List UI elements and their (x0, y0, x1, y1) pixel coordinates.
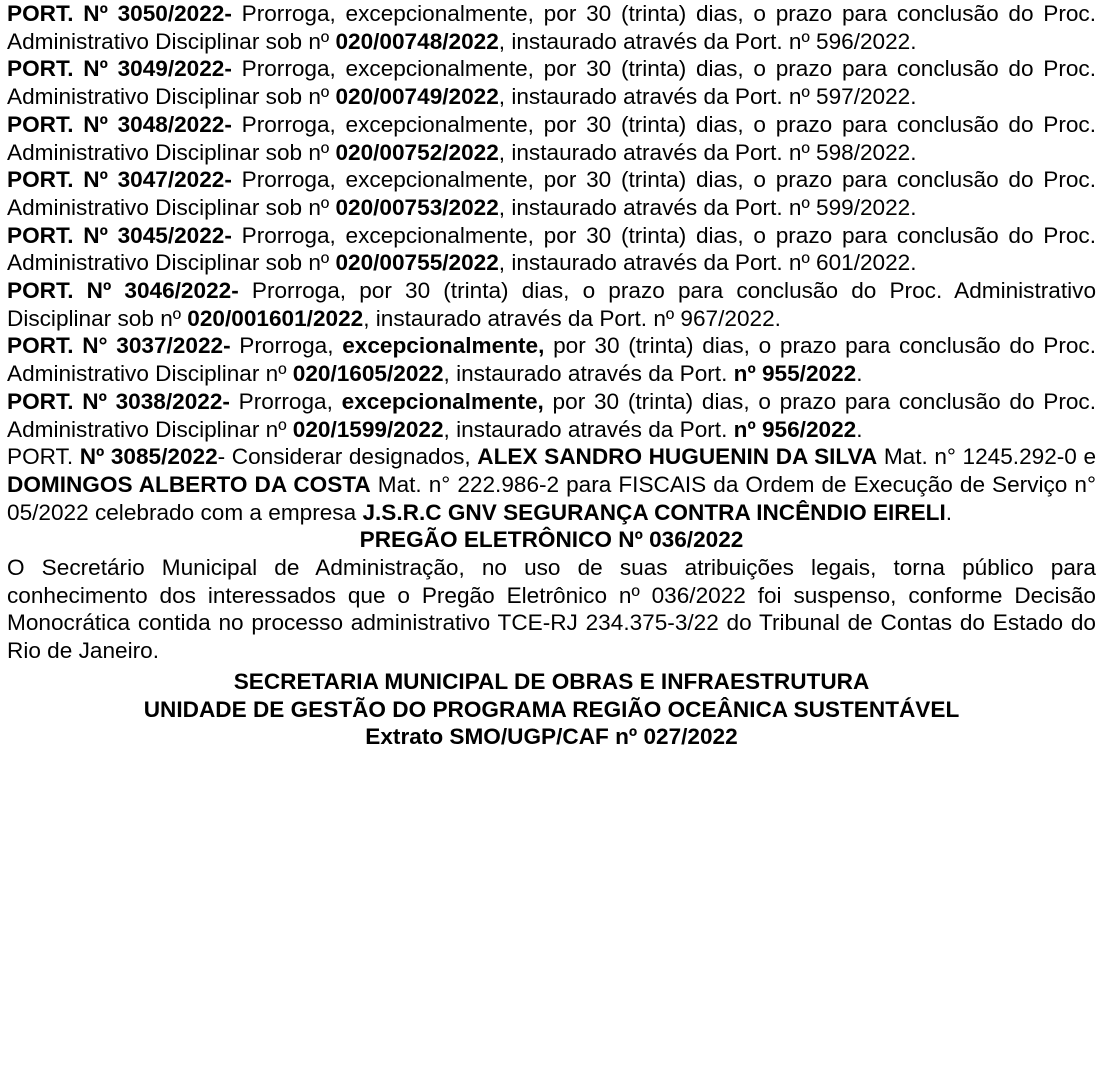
portaria-number: PORT. Nº 3046/2022- (7, 278, 239, 304)
portaria-text: Prorroga, excepcionalmente, por 30 (trinta) dias, o prazo para conclusão do Proc. Administrativo Disciplinar sob nº (7, 167, 1096, 220)
document-page (7, 0, 1096, 751)
portaria-prefix: PORT. (7, 444, 80, 470)
process-number: 020/00749/2022 (335, 84, 499, 110)
portaria-number: PORT. Nº 3050/2022- (7, 1, 232, 26)
portaria-3085 (7, 443, 1096, 526)
portaria-3037 (7, 332, 1096, 387)
portaria-number: PORT. Nº 3048/2022- (7, 111, 232, 137)
portaria-text: por 30 (trinta) dias, o prazo para conclusão do Proc. Administrativo Disciplinar nº (7, 333, 1096, 387)
portaria-3047 (7, 166, 1096, 221)
portaria-number: PORT. N° 3037/2022- (7, 333, 231, 359)
process-number: 020/00755/2022 (335, 250, 499, 276)
process-number: 020/1605/2022 (292, 361, 444, 387)
portaria-text: , instaurado através da Port. (443, 416, 734, 442)
portaria-text-end: . (945, 499, 953, 525)
portaria-text: - Considerar designados, (217, 444, 478, 470)
portaria-3048 (7, 111, 1096, 166)
portaria-text: Mat. n° 1245.292-0 e (877, 444, 1097, 470)
portaria-3046 (7, 277, 1096, 332)
portaria-3045 (7, 222, 1096, 277)
process-number: 020/001601/2022 (187, 305, 364, 331)
portaria-number: PORT. Nº 3038/2022- (7, 388, 230, 414)
portaria-text-end: , instaurado através da Port. nº 967/2022. (363, 305, 781, 331)
portaria-text: Prorroga, excepcionalmente, por 30 (trinta) dias, o prazo para conclusão do Proc. Administrativo Disciplinar sob nº (7, 111, 1096, 165)
process-number: 020/00748/2022 (335, 28, 499, 54)
portaria-text-end: . (856, 361, 863, 387)
emphasis-text: excepcionalmente, (342, 333, 545, 359)
footer-heading-extrato: Extrato SMO/UGP/CAF nº 027/2022 (365, 724, 738, 750)
company-name: J.S.R.C GNV SEGURANÇA CONTRA INCÊNDIO EIRELI (362, 499, 946, 525)
portaria-text: Mat. n° 222.986-2 para FISCAIS da Ordem de Execução de Serviço n° 05/2022 celebrado com a empresa (7, 471, 1096, 525)
portaria-text: Prorroga, por 30 (trinta) dias, o prazo para conclusão do Proc. Administrativo Disciplinar sob nº (7, 278, 1097, 331)
person-name: ALEX SANDRO HUGUENIN DA SILVA (477, 444, 878, 470)
pregao-body: O Secretário Municipal de Administração, no uso de suas atribuições legais, torna público para conhecimento dos interessados que o Pregão Eletrônico nº 036/2022 foi suspenso, conforme Decisão Monocrática contida no processo administrativo TCE-RJ 234.375-3/22 do Tribunal de Contas do Estado do Rio de Janeiro. (7, 555, 1096, 664)
portaria-text-end: , instaurado através da Port. nº 601/2022. (498, 250, 917, 276)
portaria-text: Prorroga, excepcionalmente, por 30 (trinta) dias, o prazo para conclusão do Proc. Administrativo Disciplinar sob nº (7, 1, 1096, 54)
referenced-portaria: nº 955/2022 (733, 361, 857, 387)
portaria-number: Nº 3085/2022 (79, 444, 218, 470)
portaria-text-end: , instaurado através da Port. nº 596/2022. (498, 28, 917, 54)
emphasis-text: excepcionalmente, (341, 388, 544, 414)
pregao-title: PREGÃO ELETRÔNICO Nº 036/2022 (359, 527, 744, 553)
portaria-3038 (7, 388, 1096, 443)
portaria-text: Prorroga, excepcionalmente, por 30 (trinta) dias, o prazo para conclusão do Proc. Administrativo Disciplinar sob nº (7, 56, 1096, 110)
portaria-3049 (7, 55, 1096, 110)
portaria-text: Prorroga, (229, 388, 342, 414)
footer-heading-unidade: UNIDADE DE GESTÃO DO PROGRAMA REGIÃO OCEÂNICA SUSTENTÁVEL (143, 696, 960, 722)
portaria-text: Prorroga, (230, 333, 343, 359)
portaria-text-end: , instaurado através da Port. nº 597/2022. (498, 84, 917, 110)
portaria-text: por 30 (trinta) dias, o prazo para conclusão do Proc. Administrativo Disciplinar nº (7, 388, 1097, 442)
portaria-number: PORT. Nº 3045/2022- (7, 222, 232, 248)
process-number: 020/00752/2022 (335, 139, 499, 165)
process-number: 020/1599/2022 (292, 416, 444, 442)
portaria-number: PORT. Nº 3049/2022- (7, 56, 232, 82)
portaria-text: , instaurado através da Port. (443, 361, 734, 387)
portaria-text-end: . (856, 416, 863, 442)
footer-heading-secretaria: SECRETARIA MUNICIPAL DE OBRAS E INFRAESTRUTURA (233, 668, 870, 694)
portaria-text-end: , instaurado através da Port. nº 599/2022. (498, 194, 917, 220)
referenced-portaria: nº 956/2022 (733, 416, 857, 442)
process-number: 020/00753/2022 (335, 194, 499, 220)
portaria-number: PORT. Nº 3047/2022- (7, 167, 232, 193)
portaria-3050 (7, 0, 1096, 55)
portaria-text-end: , instaurado através da Port. nº 598/2022. (498, 139, 917, 165)
portaria-text: Prorroga, excepcionalmente, por 30 (trinta) dias, o prazo para conclusão do Proc. Administrativo Disciplinar sob nº (7, 222, 1096, 276)
person-name: DOMINGOS ALBERTO DA COSTA (7, 471, 371, 497)
